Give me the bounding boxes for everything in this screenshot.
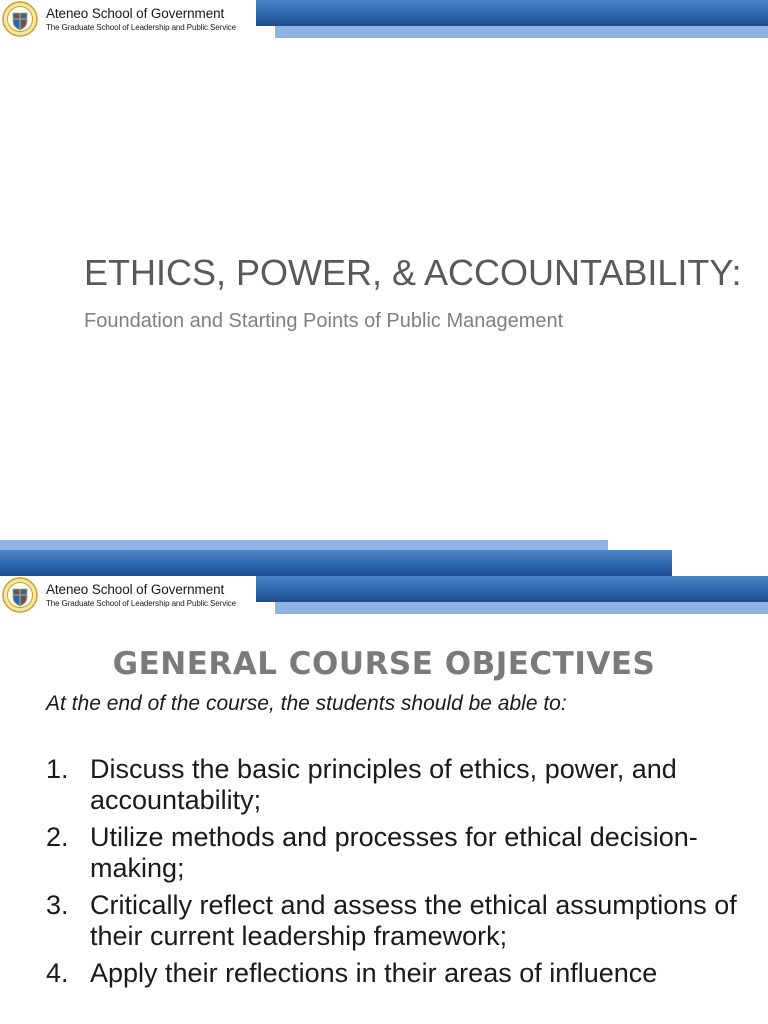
slide-title: ETHICS, POWER, & ACCOUNTABILITY:	[84, 252, 742, 293]
objective-number: 4.	[46, 958, 69, 988]
ateneo-seal-icon	[2, 577, 38, 613]
header-band-light	[275, 602, 768, 614]
ateneo-seal-icon	[2, 1, 38, 37]
header-band-light	[275, 26, 768, 38]
objective-text: Critically reflect and assess the ethical assumptions of their current leadership framework;	[90, 890, 737, 951]
school-name: Ateneo School of Government	[46, 6, 225, 21]
objectives-list	[46, 754, 746, 995]
header-band-dark	[256, 576, 768, 602]
objectives-slide	[0, 576, 768, 1024]
objective-number: 2.	[46, 822, 69, 852]
objectives-heading: GENERAL COURSE OBJECTIVES	[112, 646, 656, 682]
objective-item	[46, 754, 746, 816]
objective-item	[46, 890, 746, 952]
objectives-intro: At the end of the course, the students should be able to:	[46, 692, 567, 715]
objective-text: Discuss the basic principles of ethics, power, and accountability;	[90, 754, 677, 815]
school-name: Ateneo School of Government	[46, 582, 225, 597]
objective-text: Utilize methods and processes for ethical decision-making;	[90, 822, 698, 883]
slide-subtitle: Foundation and Starting Points of Public Management	[84, 310, 564, 332]
school-tagline: The Graduate School of Leadership and Public Service	[46, 599, 237, 608]
slide-header	[0, 576, 768, 618]
objective-item	[46, 822, 746, 884]
slide-header	[0, 0, 768, 42]
objective-number: 3.	[46, 890, 69, 920]
footer-band-dark	[0, 550, 672, 576]
objective-text: Apply their reflections in their areas of influence	[90, 958, 658, 988]
objective-item	[46, 958, 746, 989]
objective-number: 1.	[46, 754, 69, 784]
header-band-dark	[256, 0, 768, 26]
school-tagline: The Graduate School of Leadership and Public Service	[46, 23, 237, 32]
